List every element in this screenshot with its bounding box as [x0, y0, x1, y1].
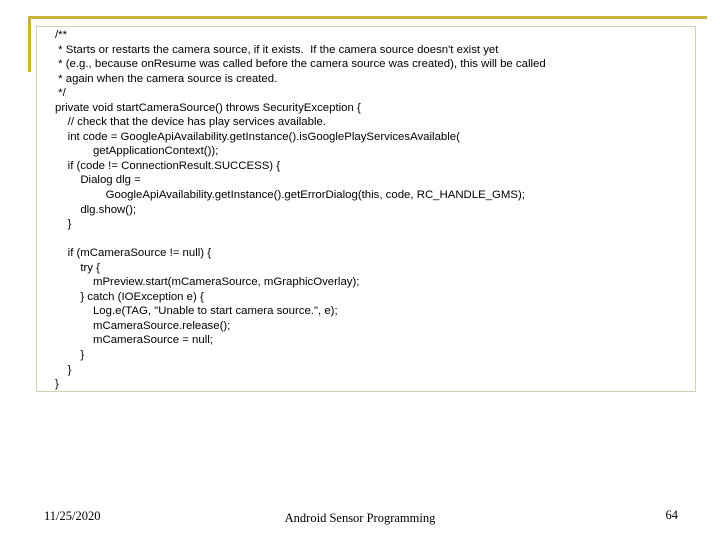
code-line: }	[55, 218, 72, 231]
code-line: }	[55, 363, 72, 376]
code-line: if (mCameraSource != null) {	[55, 247, 212, 260]
code-line: * again when the camera source is created.	[55, 72, 278, 85]
code-line: getApplicationContext());	[55, 145, 219, 158]
code-line: Log.e(TAG, "Unable to start camera source.", e);	[55, 305, 338, 318]
code-line: Dialog dlg =	[55, 174, 141, 187]
code-line: int code = GoogleApiAvailability.getInstance().isGooglePlayServicesAvailable(	[55, 130, 460, 143]
page-number: 64	[665, 508, 678, 522]
code-line: mCameraSource.release();	[55, 319, 231, 332]
code-line: // check that the device has play services available.	[55, 116, 326, 129]
accent-bar-left	[28, 16, 31, 72]
accent-bar-top	[30, 16, 707, 19]
footer-title: Android Sensor Programming	[284, 511, 436, 525]
code-line: private void startCameraSource() throws SecurityException {	[55, 101, 361, 114]
code-line: * (e.g., because onResume was called before the camera source was created), this will be called	[55, 58, 546, 71]
code-line: }	[55, 349, 85, 362]
code-line: mPreview.start(mCameraSource, mGraphicOverlay);	[55, 276, 360, 289]
code-block	[55, 28, 546, 392]
code-line: mCameraSource = null;	[55, 334, 213, 347]
code-line: }	[55, 378, 59, 391]
code-line: dlg.show();	[55, 203, 137, 216]
code-line: } catch (IOException e) {	[55, 290, 204, 303]
code-line: /**	[55, 29, 68, 41]
code-line: */	[55, 87, 66, 100]
code-line	[55, 232, 546, 247]
code-line: if (code != ConnectionResult.SUCCESS) {	[55, 159, 281, 172]
code-line: try {	[55, 261, 100, 274]
code-line: * Starts or restarts the camera source, if it exists. If the camera source doesn't exist yet	[55, 43, 499, 56]
footer-date: 11/25/2020	[44, 509, 101, 523]
code-line: GoogleApiAvailability.getInstance().getErrorDialog(this, code, RC_HANDLE_GMS);	[55, 189, 525, 202]
